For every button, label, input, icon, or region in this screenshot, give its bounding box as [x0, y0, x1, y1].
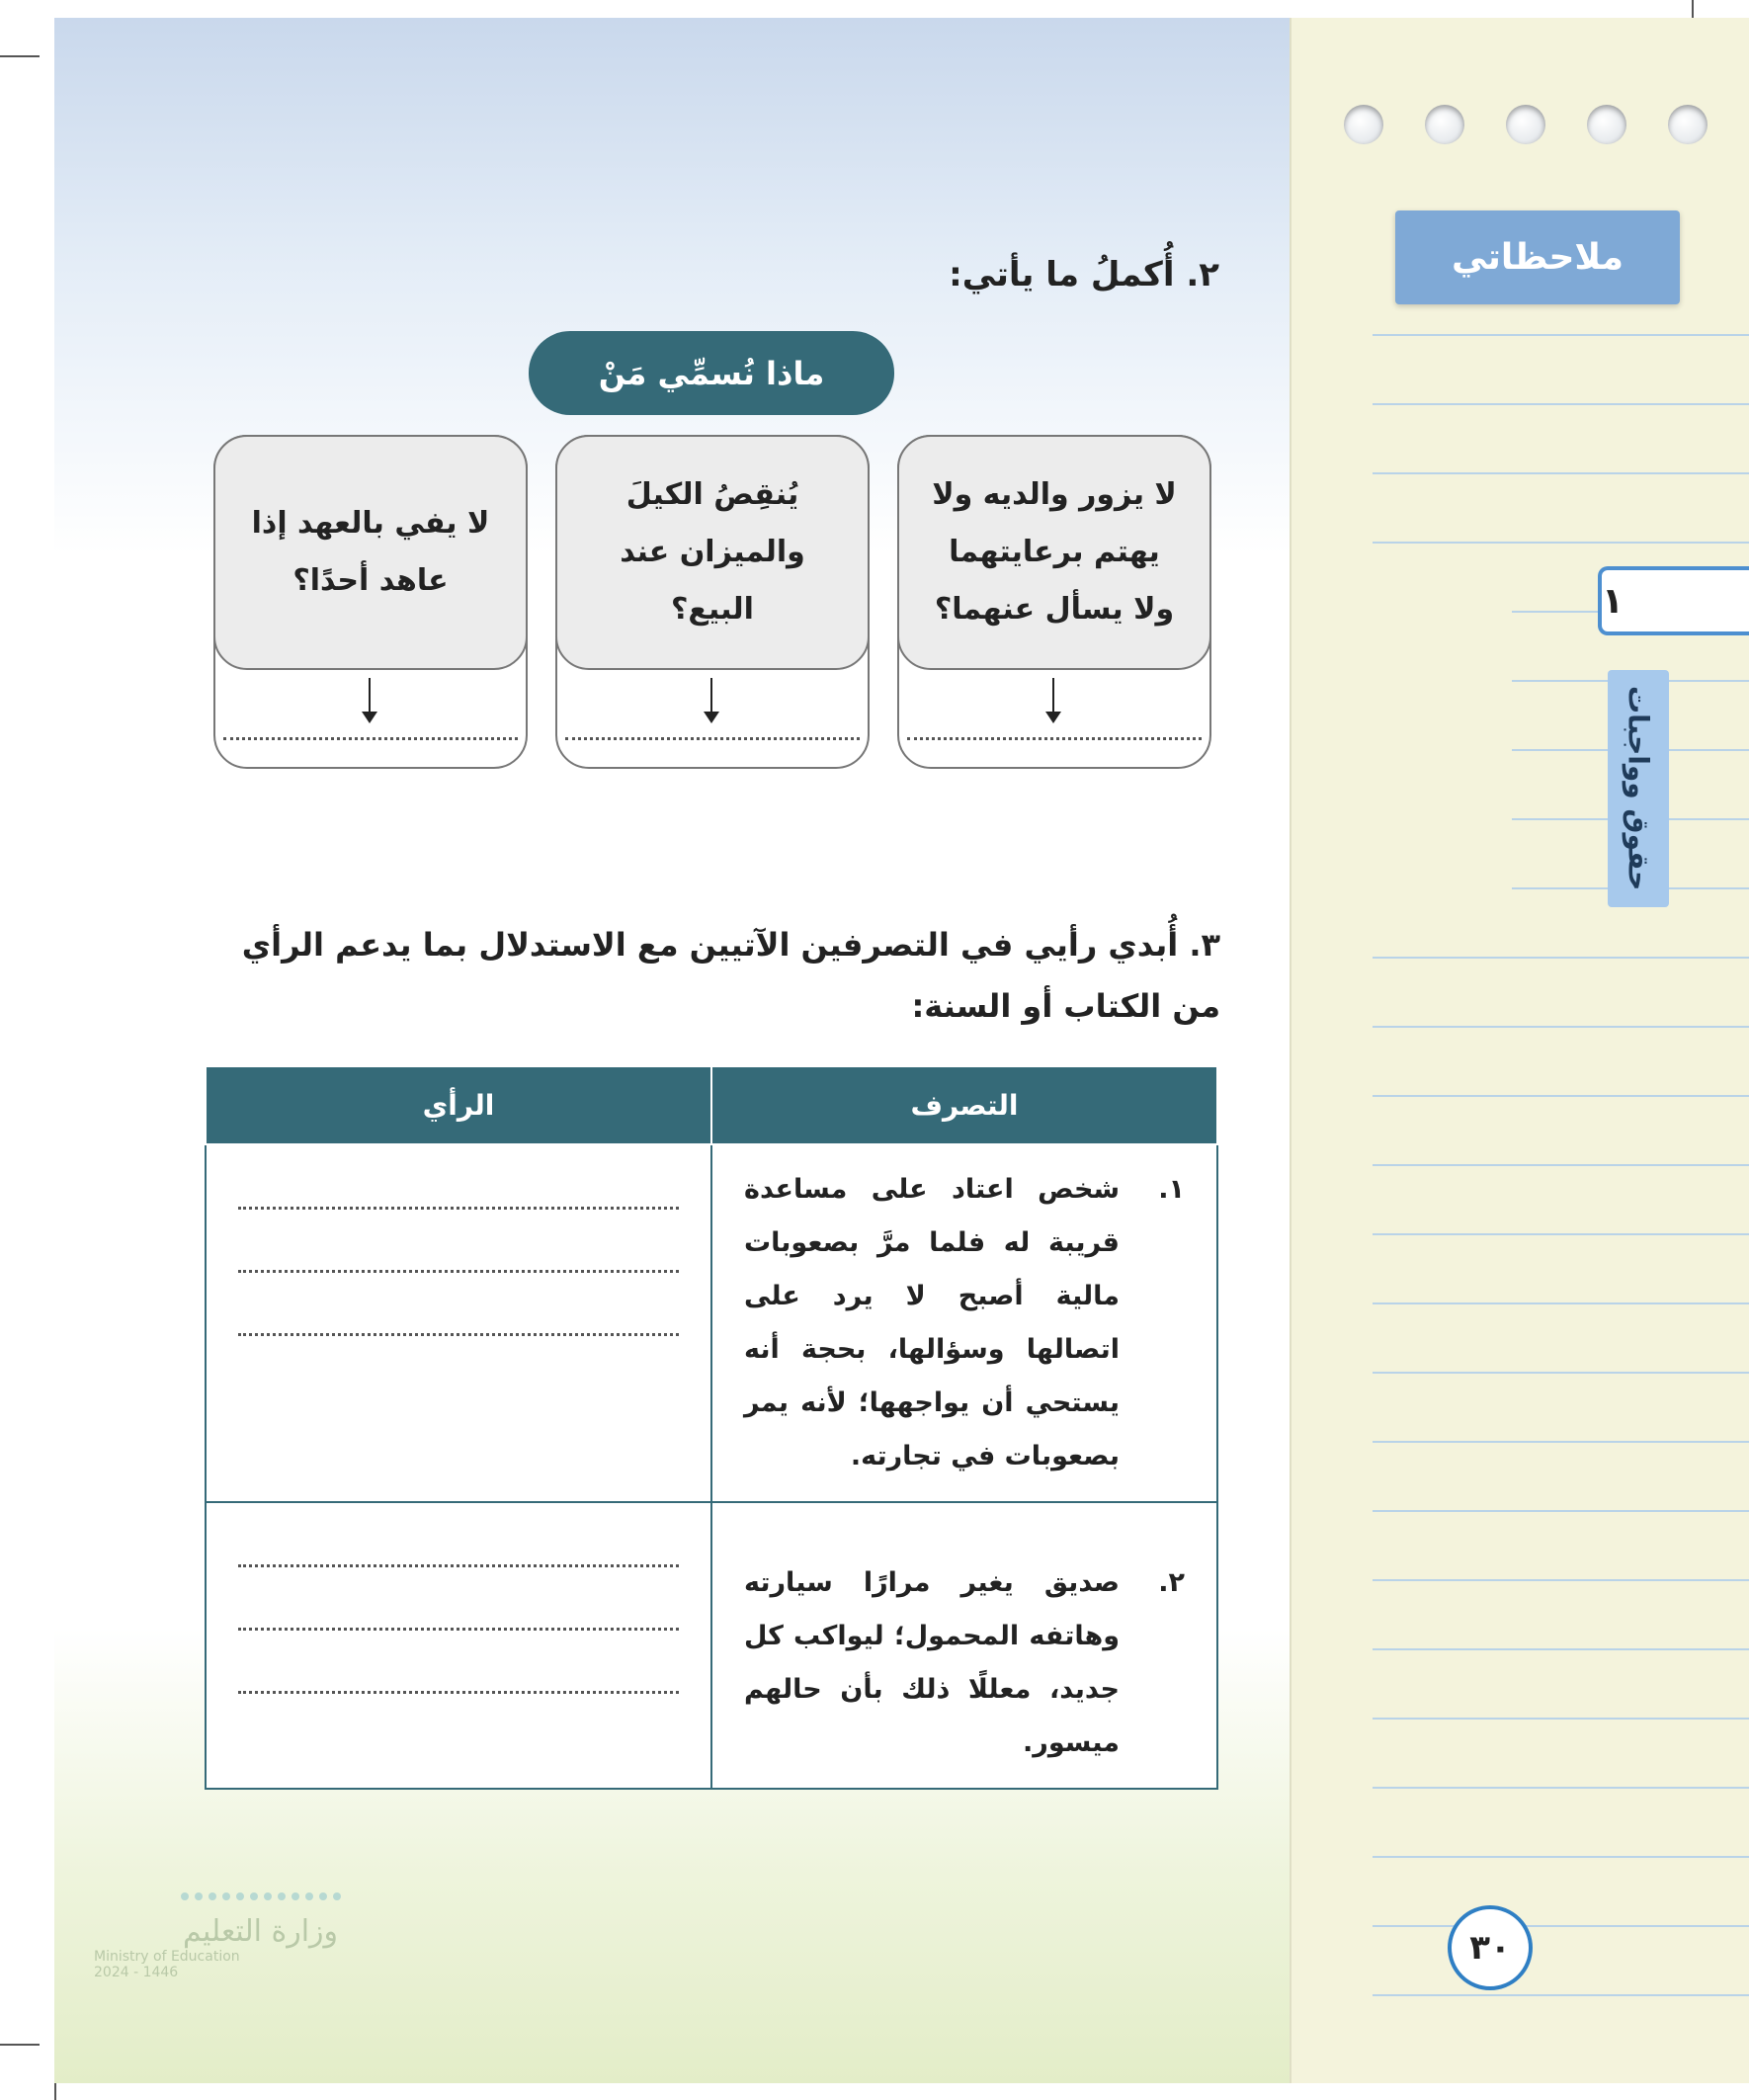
- notes-line: [1373, 1095, 1749, 1097]
- binder-hole: [1425, 105, 1464, 144]
- card-question: لا يفي بالعهد إذا عاهد أحدًا؟: [213, 435, 528, 670]
- column-header-opinion: الرأي: [206, 1067, 711, 1144]
- notes-title: ملاحظاتي: [1395, 210, 1680, 304]
- binder-hole: [1506, 105, 1545, 144]
- answer-line[interactable]: [223, 737, 518, 740]
- logo-dots-icon: [173, 1892, 341, 1900]
- crop-mark: [1692, 0, 1694, 18]
- notes-line: [1373, 1164, 1749, 1166]
- notes-line: [1373, 1856, 1749, 1858]
- exercise-2-heading: ٢. أُكملُ ما يأتي:: [949, 255, 1219, 294]
- down-arrow-icon: [1052, 678, 1054, 719]
- notes-line: [1373, 1510, 1749, 1512]
- ministry-year: 2024 - 1446: [94, 1965, 179, 1980]
- answer-line[interactable]: [238, 1333, 679, 1396]
- unit-number-tab: ١: [1598, 566, 1749, 635]
- ministry-name-ar: وزارة التعليم: [183, 1914, 339, 1949]
- answer-line[interactable]: [565, 737, 860, 740]
- notes-panel: [1290, 18, 1749, 2083]
- notes-line: [1373, 1994, 1749, 1996]
- unit-name-label: حقوق وواجبات: [1622, 686, 1655, 891]
- crop-mark: [0, 55, 40, 57]
- table-row: [206, 1502, 1217, 1789]
- crop-mark: [0, 2044, 40, 2046]
- page-number: ٣٠: [1448, 1905, 1533, 1990]
- action-cell: [711, 1144, 1217, 1502]
- ministry-logo: [94, 1892, 341, 1980]
- binder-hole: [1668, 105, 1707, 144]
- card-question: يُنقِصُ الكيلَ والميزان عند البيع؟: [555, 435, 870, 670]
- row-number: ١.: [1158, 1174, 1185, 1205]
- binder-hole: [1587, 105, 1626, 144]
- down-arrow-icon: [710, 678, 712, 719]
- binder-hole: [1344, 105, 1383, 144]
- column-header-action: التصرف: [711, 1067, 1217, 1144]
- answer-line[interactable]: [238, 1628, 679, 1691]
- table-header-row: [206, 1067, 1217, 1144]
- notes-line: [1373, 957, 1749, 959]
- exercise-3-heading: ٣. أُبدي رأيي في التصرفين الآتيين مع الاستدلال بما يدعم الرأي من الكتاب أو السنة:: [241, 926, 1220, 1025]
- table-row: [206, 1144, 1217, 1502]
- flow-card: [555, 435, 870, 769]
- notes-line: [1373, 1648, 1749, 1650]
- opinion-cell[interactable]: [206, 1144, 711, 1502]
- notes-line: [1373, 334, 1749, 336]
- row-number: ٢.: [1158, 1567, 1185, 1598]
- down-arrow-icon: [369, 678, 371, 719]
- opinion-cell[interactable]: [206, 1502, 711, 1789]
- flow-title: ماذا نُسمِّي مَنْ: [529, 331, 894, 415]
- action-cell: [711, 1502, 1217, 1789]
- unit-name-tab: [1608, 670, 1669, 907]
- notes-line: [1373, 1372, 1749, 1374]
- notes-line: [1373, 1302, 1749, 1304]
- notes-line: [1373, 1441, 1749, 1443]
- notes-line: [1373, 1925, 1749, 1927]
- notes-line: [1373, 1026, 1749, 1028]
- flow-card: [897, 435, 1211, 769]
- notes-line: [1373, 1233, 1749, 1235]
- card-question: لا يزور والديه ولا يهتم برعايتهما ولا يسأل عنهما؟: [897, 435, 1211, 670]
- answer-line[interactable]: [907, 737, 1202, 740]
- opinion-table: [205, 1067, 1218, 1790]
- ministry-name-en: Ministry of Education: [94, 1949, 240, 1965]
- notes-line: [1373, 1787, 1749, 1789]
- action-text: صديق يغير مرارًا سيارته وهاتفه المحمول؛ ليواكب كل جديد، معللًا ذلك بأن حالهم ميسور.: [744, 1567, 1120, 1758]
- answer-line[interactable]: [238, 1207, 679, 1270]
- notes-line: [1373, 403, 1749, 405]
- notes-line: [1373, 1718, 1749, 1720]
- action-text: شخص اعتاد على مساعدة قريبة له فلما مرَّ بصعوبات مالية أصبح لا يرد على اتصالها وسؤالها، بحجة أنه يستحي أن يواجهها؛ لأنه يمر بصعوبات في تجارته.: [744, 1174, 1120, 1471]
- notes-line: [1373, 1579, 1749, 1581]
- notes-line: [1373, 542, 1749, 544]
- notes-line: [1373, 472, 1749, 474]
- answer-line[interactable]: [238, 1270, 679, 1333]
- answer-line[interactable]: [238, 1691, 679, 1754]
- answer-line[interactable]: [238, 1564, 679, 1628]
- flow-card: [213, 435, 528, 769]
